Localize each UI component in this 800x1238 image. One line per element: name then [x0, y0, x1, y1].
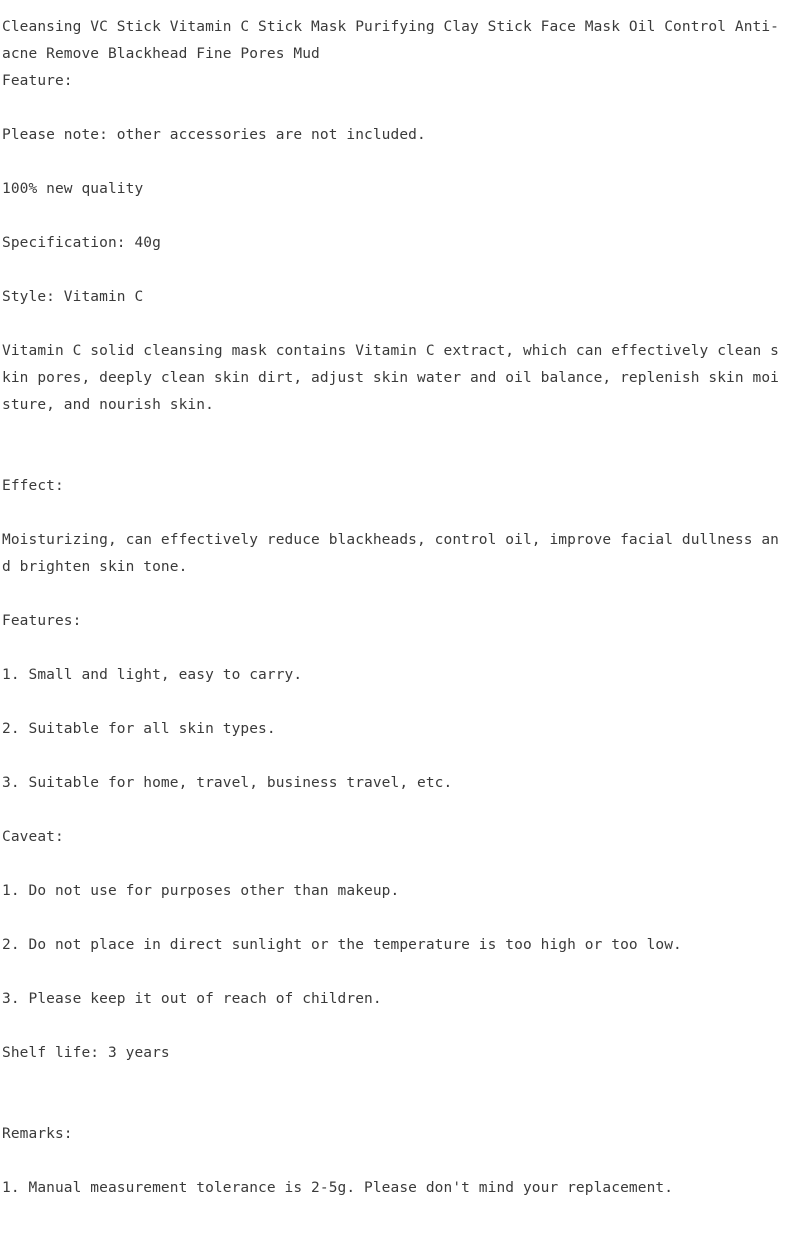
text-line: kin pores, deeply clean skin dirt, adjust skin water and oil balance, replenish skin moi: [2, 370, 780, 386]
text-line: 1. Small and light, easy to carry.: [2, 667, 303, 683]
text-line: Specification: 40g: [2, 235, 161, 251]
text-line: Feature:: [2, 73, 73, 89]
blank-line: [2, 689, 800, 716]
text-line: 100% new quality: [2, 181, 144, 197]
blank-line: [2, 311, 800, 338]
blank-line: [2, 635, 800, 662]
blank-line: [2, 1148, 800, 1175]
text-line: Effect:: [2, 478, 64, 494]
text-line: 1. Manual measurement tolerance is 2-5g. Please don't mind your replacement.: [2, 1180, 674, 1196]
blank-line: [2, 1094, 800, 1121]
blank-line: [2, 1067, 800, 1094]
blank-line: [2, 257, 800, 284]
text-line: 3. Suitable for home, travel, business travel, etc.: [2, 775, 453, 791]
blank-line: [2, 581, 800, 608]
blank-line: [2, 851, 800, 878]
blank-line: [2, 797, 800, 824]
text-line: Caveat:: [2, 829, 64, 845]
text-line: Features:: [2, 613, 82, 629]
blank-line: [2, 446, 800, 473]
text-line: Cleansing VC Stick Vitamin C Stick Mask Purifying Clay Stick Face Mask Oil Control Anti-: [2, 19, 780, 35]
blank-line: [2, 203, 800, 230]
text-line: 1. Do not use for purposes other than makeup.: [2, 883, 400, 899]
blank-line: [2, 905, 800, 932]
text-line: acne Remove Blackhead Fine Pores Mud: [2, 46, 320, 62]
document-text-body: [2, 14, 800, 1202]
blank-line: [2, 95, 800, 122]
text-line: Remarks:: [2, 1126, 73, 1142]
text-line: 2. Do not place in direct sunlight or the temperature is too high or too low.: [2, 937, 682, 953]
text-line: Shelf life: 3 years: [2, 1045, 170, 1061]
text-line: 2. Suitable for all skin types.: [2, 721, 276, 737]
text-line: Vitamin C solid cleansing mask contains Vitamin C extract, which can effectively clean s: [2, 343, 780, 359]
blank-line: [2, 419, 800, 446]
text-line: sture, and nourish skin.: [2, 397, 214, 413]
blank-line: [2, 743, 800, 770]
text-line: d brighten skin tone.: [2, 559, 188, 575]
blank-line: [2, 959, 800, 986]
text-line: Moisturizing, can effectively reduce blackheads, control oil, improve facial dullness an: [2, 532, 780, 548]
blank-line: [2, 149, 800, 176]
blank-line: [2, 500, 800, 527]
text-line: 3. Please keep it out of reach of children.: [2, 991, 382, 1007]
text-line: Please note: other accessories are not included.: [2, 127, 426, 143]
blank-line: [2, 1013, 800, 1040]
text-line: Style: Vitamin C: [2, 289, 144, 305]
